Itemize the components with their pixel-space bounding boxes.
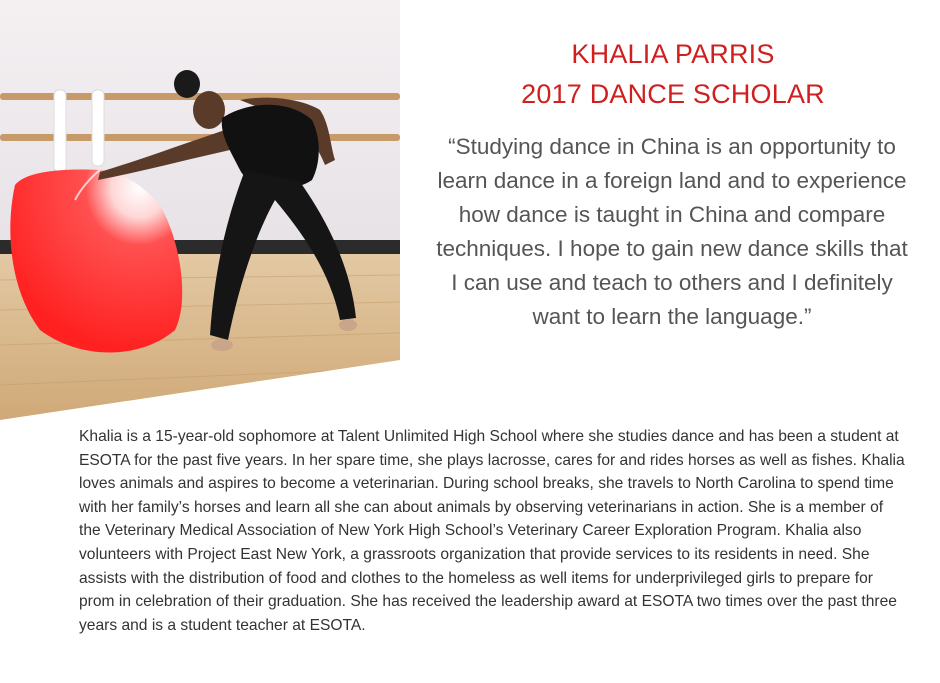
- scholar-title: 2017 DANCE SCHOLAR: [521, 79, 825, 109]
- scholar-quote: “Studying dance in China is an opportunity to learn dance in a foreign land and to experience how dance is taught in China and compare techniques. I hope to gain new dance skills that I can use and teach to others and I definitely want to learn the language.”: [436, 134, 908, 329]
- dancer-with-fan-image: [0, 0, 400, 420]
- dancer-photo: [0, 0, 400, 420]
- scholar-bio: Khalia is a 15-year-old sophomore at Talent Unlimited High School where she studies dance and has been a student at ESOTA for the past five years. In her spare time, she plays lacrosse, cares for and rides horses as well as fishes. Khalia loves animals and aspires to become a veterinarian. During school breaks, she travels to North Carolina to spend time with her family’s horses and learn all she can about animals by observing veterinarians in action. She is a member of the Veterinary Medical Association of New York High School’s Veterinary Career Exploration Program. Khalia also volunteers with Project East New York, a grassroots organization that provide services to its residents in need. She assists with the distribution of food and clothes to the homeless as well items for underprivileged girls to prepare for prom in celebration of their graduation. She has received the leadership award at ESOTA two times over the past three years and is a student teacher at ESOTA.: [79, 428, 905, 634]
- scholar-name: KHALIA PARRIS: [571, 39, 775, 69]
- scholar-heading: [440, 34, 906, 114]
